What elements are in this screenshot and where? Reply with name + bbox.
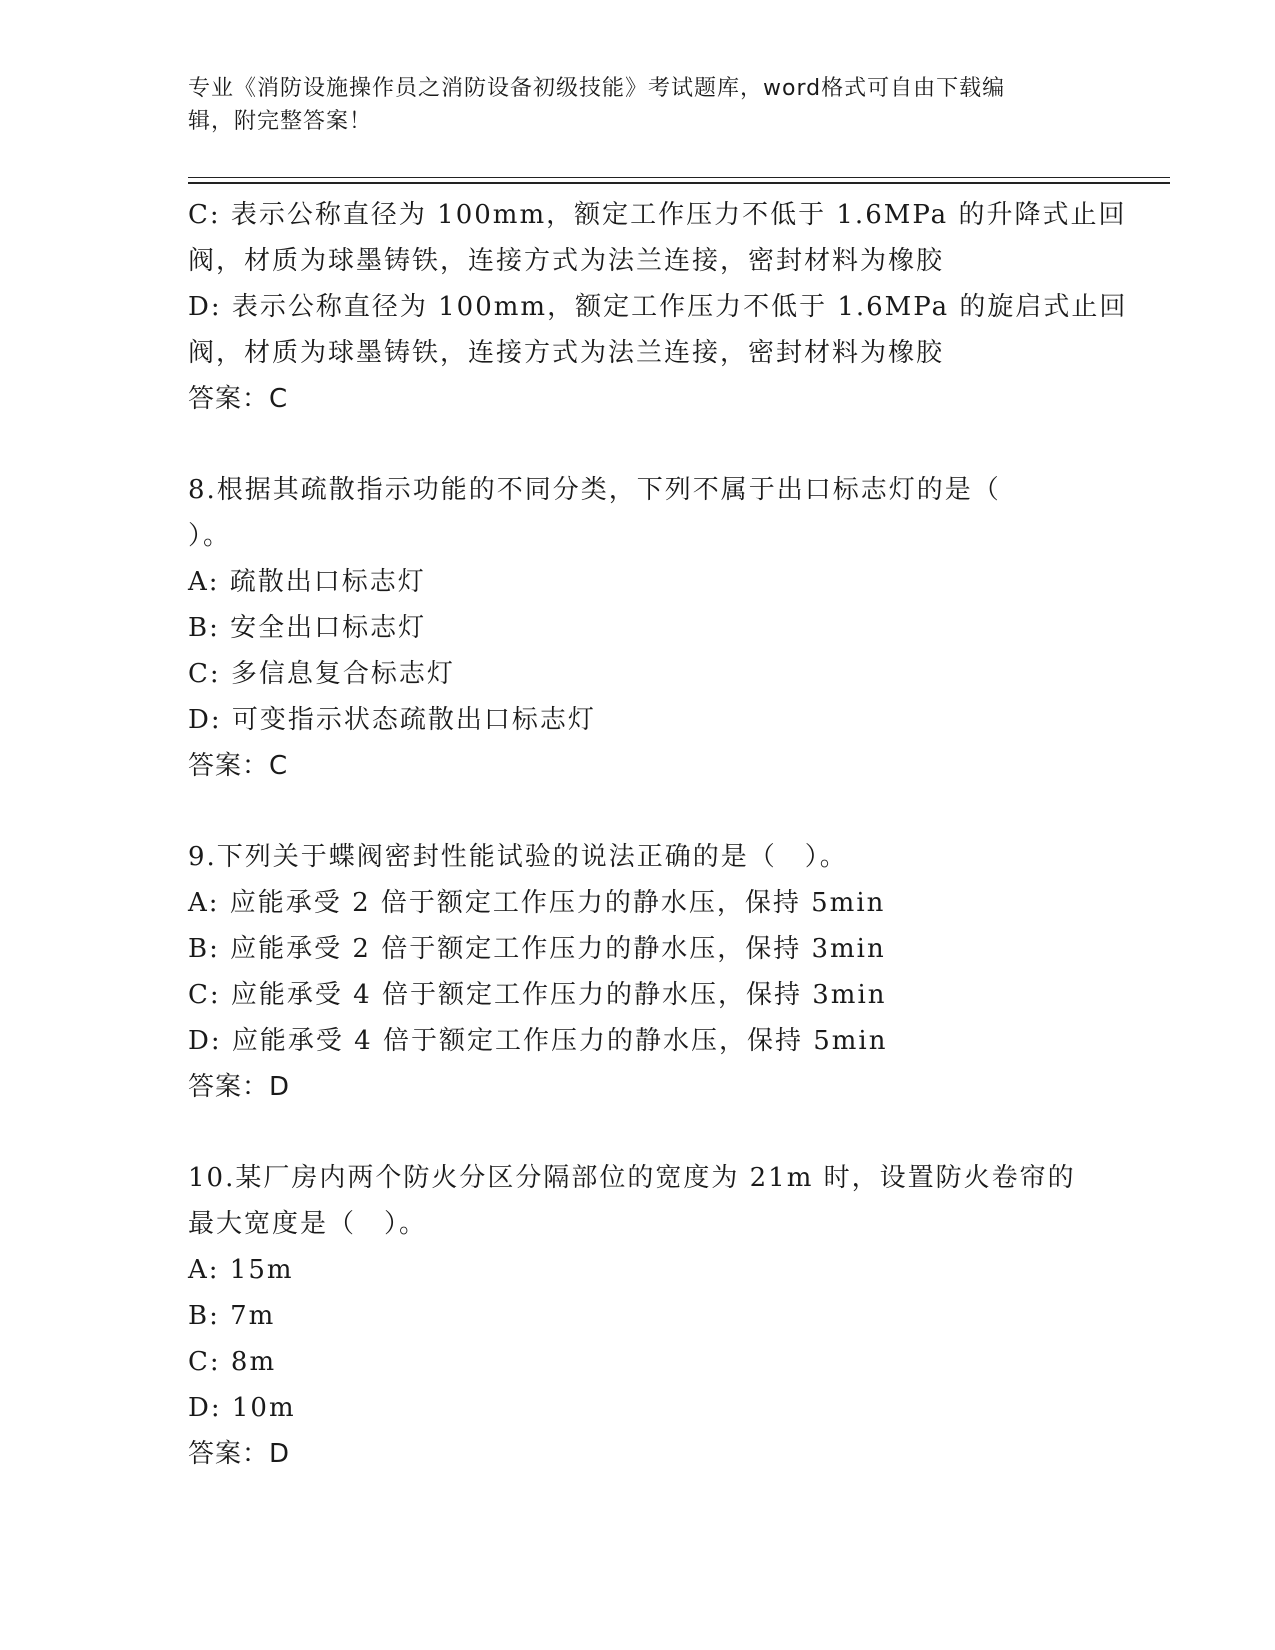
- header-line-2: 辑，附完整答案！: [188, 109, 373, 134]
- question-10-option-b: B: 7m: [188, 1301, 276, 1331]
- option-c-line-2: 阀，材质为球墨铸铁，连接方式为法兰连接，密封材料为橡胶: [188, 246, 945, 276]
- question-9: [188, 834, 1088, 1110]
- question-8-option-b: B: 安全出口标志灯: [188, 613, 427, 643]
- question-8-option-c: C: 多信息复合标志灯: [188, 659, 455, 689]
- question-10-option-a: A: 15m: [188, 1255, 294, 1285]
- option-d-line-2: 阀，材质为球墨铸铁，连接方式为法兰连接，密封材料为橡胶: [188, 338, 945, 368]
- question-8: [188, 467, 1088, 789]
- question-8-stem-line-2: ）。: [188, 521, 232, 551]
- question-9-stem: 9.下列关于蝶阀密封性能试验的说法正确的是（ ）。: [188, 842, 848, 872]
- question-10: [188, 1155, 1088, 1477]
- answer-q7: 答案：C: [188, 384, 289, 414]
- header-divider-thin: [188, 177, 1170, 178]
- question-9-option-d: D: 应能承受 4 倍于额定工作压力的静水压，保持 5min: [188, 1026, 888, 1056]
- question-8-option-d: D: 可变指示状态疏散出口标志灯: [188, 705, 596, 735]
- question-10-option-d: D: 10m: [188, 1393, 296, 1423]
- question-7-tail: [188, 192, 1128, 422]
- answer-q8: 答案：C: [188, 751, 289, 781]
- answer-q9: 答案：D: [188, 1072, 291, 1102]
- question-10-option-c: C: 8m: [188, 1347, 277, 1377]
- question-10-stem-line-2: 最大宽度是（ ）。: [188, 1209, 428, 1239]
- option-d-line-1: D: 表示公称直径为 100mm，额定工作压力不低于 1.6MPa 的旋启式止回: [188, 292, 1128, 322]
- header-divider-thick: [188, 182, 1170, 184]
- answer-q10: 答案：D: [188, 1439, 291, 1469]
- question-9-option-a: A: 应能承受 2 倍于额定工作压力的静水压，保持 5min: [188, 888, 886, 918]
- header-line-1: 专业《消防设施操作员之消防设备初级技能》考试题库，word格式可自由下载编: [188, 76, 1006, 101]
- option-c-line-1: C: 表示公称直径为 100mm，额定工作压力不低于 1.6MPa 的升降式止回: [188, 200, 1127, 230]
- question-8-stem-line-1: 8.根据其疏散指示功能的不同分类，下列不属于出口标志灯的是（: [188, 475, 1001, 505]
- question-9-option-c: C: 应能承受 4 倍于额定工作压力的静水压，保持 3min: [188, 980, 887, 1010]
- question-list: [188, 192, 1128, 1477]
- question-10-stem-line-1: 10.某厂房内两个防火分区分隔部位的宽度为 21m 时，设置防火卷帘的: [188, 1163, 1076, 1193]
- question-8-option-a: A: 疏散出口标志灯: [188, 567, 426, 597]
- document-header: [188, 72, 1088, 138]
- question-9-option-b: B: 应能承受 2 倍于额定工作压力的静水压，保持 3min: [188, 934, 886, 964]
